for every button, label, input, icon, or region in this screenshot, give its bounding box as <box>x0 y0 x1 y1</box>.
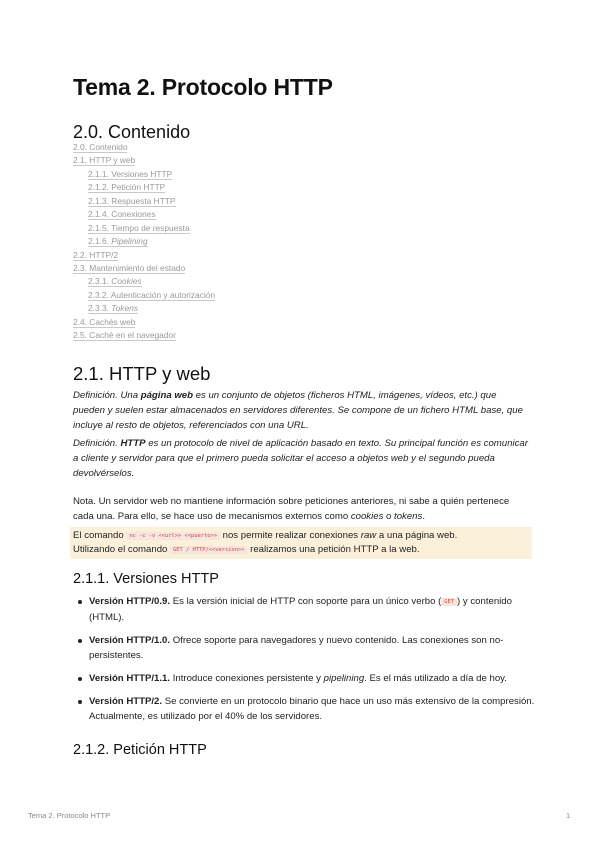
toc-link-2-2[interactable]: 2.2. HTTP/2 <box>73 249 119 260</box>
toc-link-2-1-3[interactable]: 2.1.3. Respuesta HTTP <box>88 195 176 206</box>
code-get: GET <box>441 598 457 606</box>
command-highlight-box <box>70 527 532 559</box>
page-number: 1 <box>566 811 571 820</box>
document-title: Tema 2. Protocolo HTTP <box>73 74 333 100</box>
list-item: Versión HTTP/2. Se convierte en un protocolo binario que hace un uso más extensivo de la compresión. Actualmente, es utilizado por el 40% de los servidores. <box>89 696 535 722</box>
note-paragraph: Nota. Un servidor web no mantiene información sobre peticiones anteriores, ni sabe a quién pertenece cada una. Para ello, se hace uso de mecanismos externos como cookies o tokens. <box>73 496 510 522</box>
list-item: Versión HTTP/1.1. Introduce conexiones persistente y pipelining. Es el más utilizado a día de hoy. <box>89 671 535 686</box>
versions-list <box>73 594 535 732</box>
toc-link-2-1-5[interactable]: 2.1.5. Tiempo de respuesta <box>88 222 190 233</box>
table-of-contents <box>73 141 373 343</box>
section-heading-http-web: 2.1. HTTP y web <box>73 363 211 384</box>
toc-link-2-1-4[interactable]: 2.1.4. Conexiones <box>88 209 156 220</box>
definition-http: Definición. HTTP es un protocolo de nivel de aplicación basado en texto. Su principal función es comunicar a cliente y servidor para que el primero pueda solicitar el acceso a objetos web y el segundo pueda devolvérselos. <box>73 438 528 479</box>
toc-link-2-1[interactable]: 2.1. HTTP y web <box>73 155 136 166</box>
list-item: Versión HTTP/0.9. Es la versión inicial de HTTP con soporte para un único verbo ( GET ) y contenido (HTML). <box>89 594 535 625</box>
code-get-command: GET / HTTP/<<version>> <box>170 546 247 554</box>
toc-link-2-1-2[interactable]: 2.1.2. Petición HTTP <box>88 182 166 193</box>
footer-title: Tema 2. Protocolo HTTP <box>28 811 111 820</box>
section-heading-versiones: 2.1.1. Versiones HTTP <box>73 571 219 587</box>
highlight-line-1: El comando nc -c -v <<url>> <<puerto>> nos permite realizar conexiones raw a una página web. <box>73 530 458 541</box>
toc-link-2-3[interactable]: 2.3. Mantenimiento del estado <box>73 262 186 273</box>
definition-pagina-web: Definición. Una página web es un conjunto de objetos (ficheros HTML, imágenes, vídeos, etc.) que pueden y suelen estar almacenados en servidores diferentes. Se compone de un fichero HTML base, que incluye al resto de objetos, referenciados con una URL. <box>73 390 523 431</box>
highlight-line-2: Utilizando el comando GET / HTTP/<<version>> realizamos una petición HTTP a la web. <box>73 544 420 555</box>
list-item: Versión HTTP/1.0. Ofrece soporte para navegadores y nuevo contenido. Las conexiones son no-persistentes. <box>89 633 535 663</box>
toc-link-2-1-1[interactable]: 2.1.1. Versiones HTTP <box>88 168 173 179</box>
code-nc-command: nc -c -v <<url>> <<puerto>> <box>126 532 220 540</box>
toc-link-2-3-1[interactable]: 2.3.1. Cookies <box>88 276 142 287</box>
toc-link-2-3-2[interactable]: 2.3.2. Autenticación y autorización <box>88 289 216 300</box>
toc-heading: 2.0. Contenido <box>73 122 191 142</box>
toc-link-2-0[interactable]: 2.0. Contenido <box>73 142 128 152</box>
toc-link-2-1-6[interactable]: 2.1.6. Pipelining <box>88 236 148 247</box>
toc-link-2-4[interactable]: 2.4. Cachés web <box>73 316 136 327</box>
section-heading-peticion: 2.1.2. Petición HTTP <box>73 742 207 758</box>
toc-link-2-3-3[interactable]: 2.3.3. Tokens <box>88 303 138 314</box>
toc-link-2-5[interactable]: 2.5. Caché en el navegador <box>73 330 176 341</box>
